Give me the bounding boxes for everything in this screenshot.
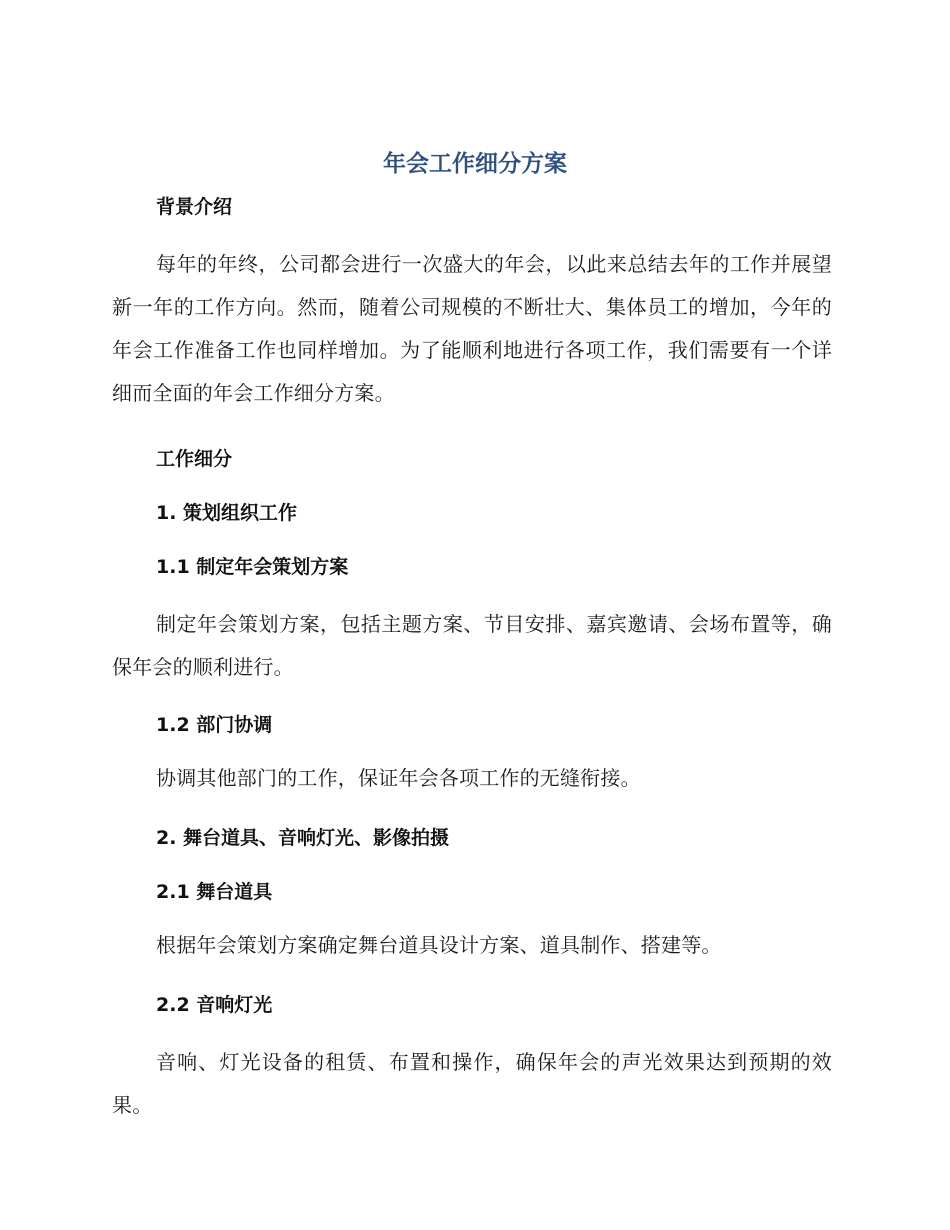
section-heading-background: 背景介绍	[156, 196, 233, 218]
subsection-heading-2-2: 2.2 音响灯光	[156, 994, 273, 1016]
document-body	[112, 189, 832, 1145]
subsection-heading-2-1: 2.1 舞台道具	[156, 881, 273, 903]
section-heading-work-breakdown: 工作细分	[156, 448, 233, 470]
paragraph-2-2: 音响、灯光设备的租赁、布置和操作，确保年会的声光效果达到预期的效果。	[112, 1050, 832, 1117]
subsection-heading-1-1: 1.1 制定年会策划方案	[156, 556, 349, 578]
document-title: 年会工作细分方案	[383, 151, 567, 177]
section-heading-1: 1. 策划组织工作	[156, 502, 298, 524]
paragraph-1-1: 制定年会策划方案，包括主题方案、节目安排、嘉宾邀请、会场布置等，确保年会的顺利进行。	[112, 612, 832, 679]
section-heading-2: 2. 舞台道具、音响灯光、影像拍摄	[156, 827, 450, 849]
subsection-heading-1-2: 1.2 部门协调	[156, 714, 273, 736]
paragraph-2-1: 根据年会策划方案确定舞台道具设计方案、道具制作、搭建等。	[156, 933, 722, 957]
paragraph-1-2: 协调其他部门的工作，保证年会各项工作的无缝衔接。	[156, 766, 641, 790]
paragraph-background: 每年的年终，公司都会进行一次盛大的年会，以此来总结去年的工作并展望新一年的工作方向。然而，随着公司规模的不断壮大、集体员工的增加，今年的年会工作准备工作也同样增加。为了能顺利地进行各项工作，我们需要有一个详细而全面的年会工作细分方案。	[112, 252, 832, 405]
